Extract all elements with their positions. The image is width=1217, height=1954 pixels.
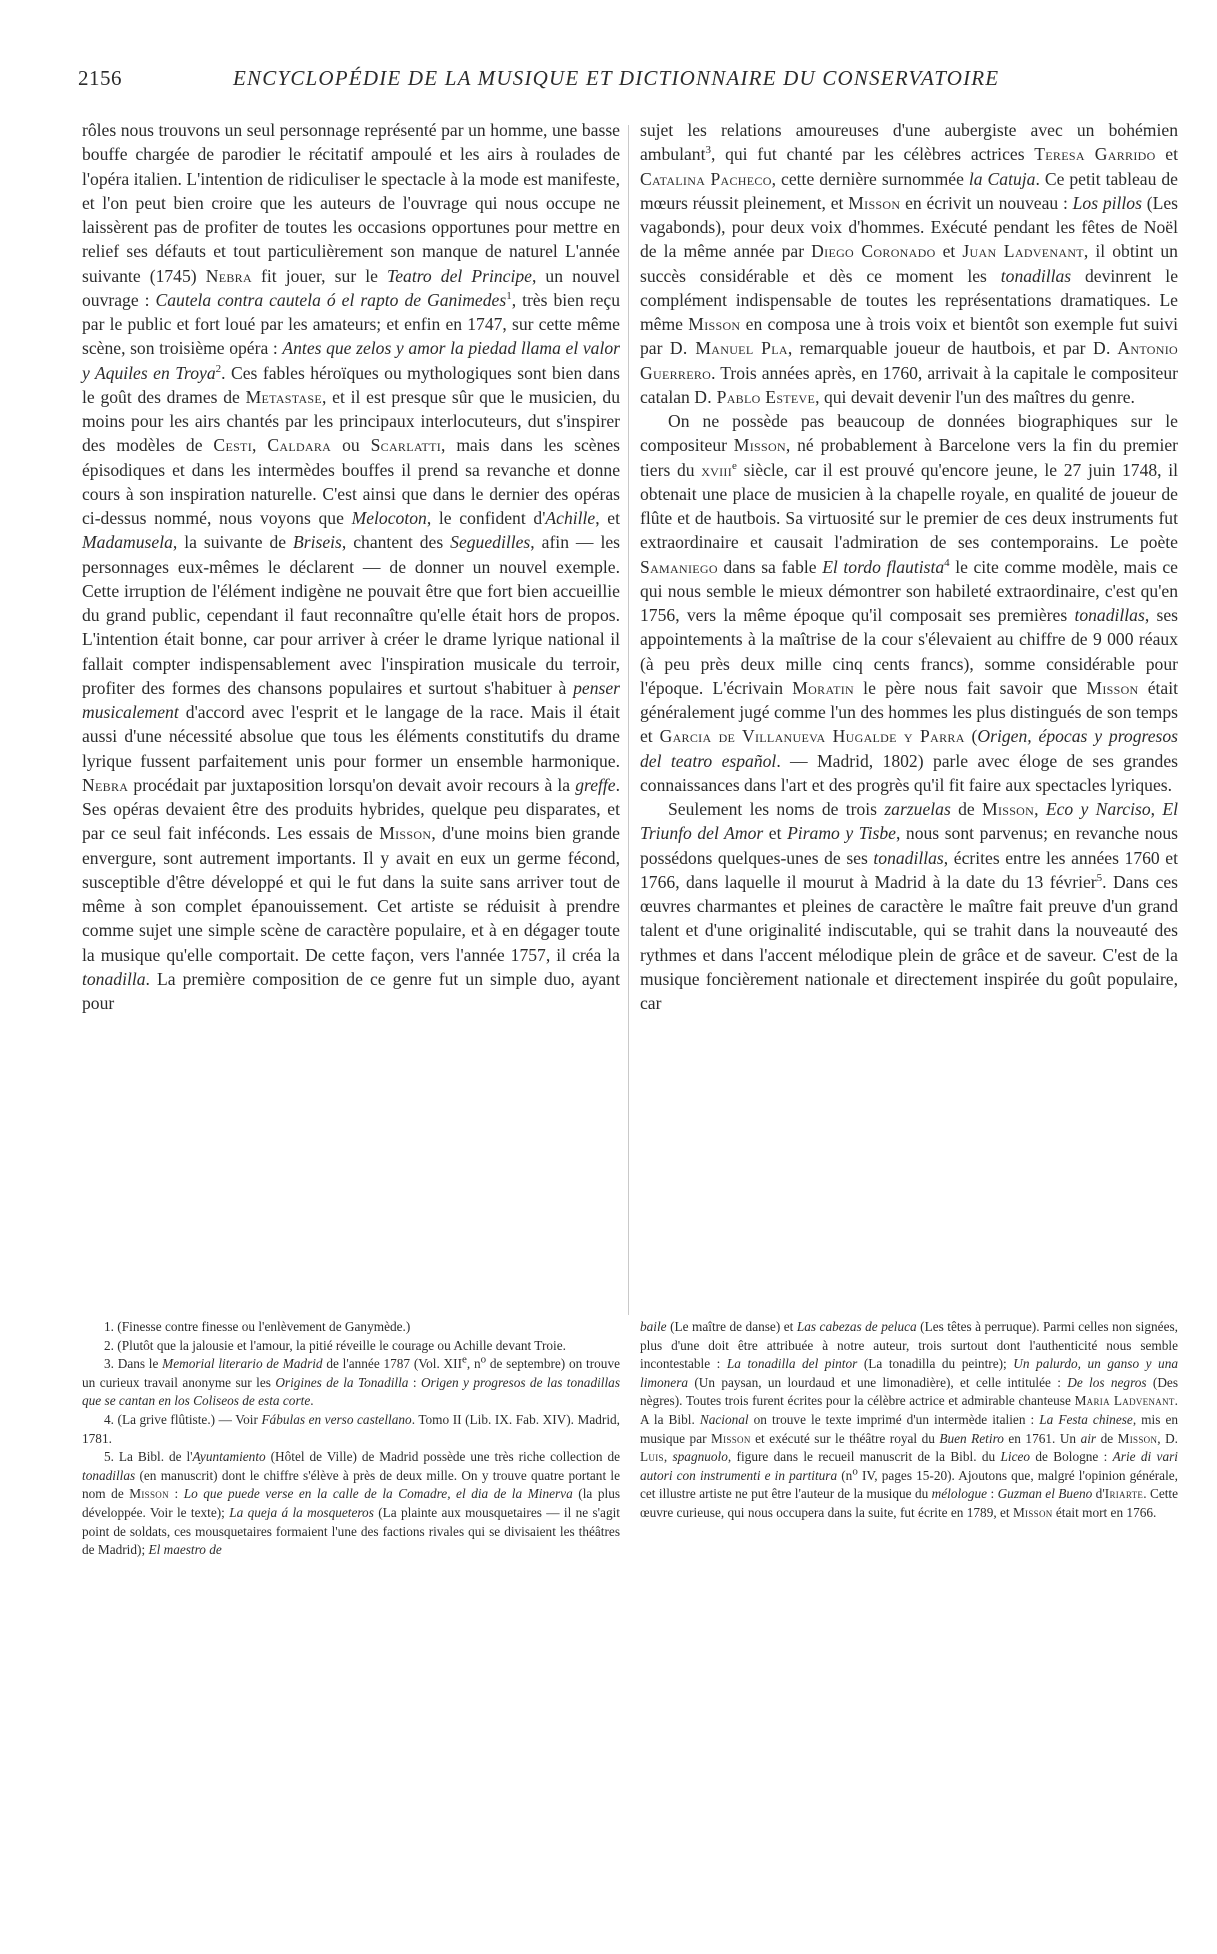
column-divider bbox=[628, 125, 629, 1315]
left-paragraph: rôles nous trouvons un seul personnage représenté par un homme, une basse bouffe chargée de parodier le récitatif ampoulé et les airs à roulades de l'opéra italien. L'intention de ridiculiser le spectacle à la mode est manifeste, et l'on peut bien croire que les auteurs de l'ouvrage qui nous occupe ne laissèrent pas de profiter de toutes les occasions opportunes pour mettre en relief ses défauts et tout particulièrement son manque de naturel L'année suivante (1745) Nebra fit jouer, sur le Teatro del Principe, un nouvel ouvrage : Cautela contra cautela ó el rapto de Ganimedes$^1$, très bien reçu par le public et fort loué par les amateurs; et enfin en 1747, sur cette même scène, son troisième opéra : Antes que zelos y amor la piedad llama el valor y Aquiles en Troya$^2$. Ces fables héroïques ou mythologiques sont bien dans le goût des drames de Metastase, et il est presque sûr que le musicien, du moins pour les airs chantés par les principaux interlocuteurs, dut s'inspirer des modèles de Cesti, Caldara ou Scarlatti, mais dans les scènes épisodiques et dans les intermèdes bouffes il prend sa revanche et donne cours à son inspiration naturelle. C'est ainsi que dans le dernier des opéras ci-dessus nommé, nous voyons que Melocoton, le confident d'Achille, et Madamusela, la suivante de Briseis, chantent des Seguedilles, afin — les personnages eux-mêmes le déclarent — de donner un nouvel exemple. Cette irruption de l'élément indigène ne pouvait être que fort bien accueillie du grand public, cependant il faut reconnaître qu'elle était hors de propos. L'intention était bonne, car pour arriver à créer le drame lyrique national il fallait compter indispensablement avec l'inspiration musicale du terroir, profiter des formes des chansons populaires et surtout s'habituer à penser musicalement d'accord avec l'esprit et le langage de la race. Mais il était aussi d'une nécessité absolue que tous les éléments constitutifs du drame lyrique fussent parfaitement unis pour former un ensemble harmonique. Nebra procédait par juxtaposition lorsqu'on devait avoir recours à la greffe. Ses opéras devaient être des produits hybrides, quelque peu disparates, et par ce seul fait inféconds. Les essais de Misson, d'une moins bien grande envergure, sont autrement importants. Il y avait en eux un germe fécond, susceptible d'être développé et qui le fut dans la suite sans arriver tout de même à son complet épanouissement. Cet artiste se réduisit à prendre comme sujet une simple scène de caractère populaire, et à en dégager toute la musique qu'elle comportait. De cette façon, vers l'année 1757, il créa la tonadilla. La première composition de ce genre fut un simple duo, ayant pour bbox=[82, 120, 621, 1013]
footnote-3: 3. Dans le Memorial literario de Madrid de l'année 1787 (Vol. XIIe, $n^o$ de septembre) on trouve un curieux travail anonyme sur les Origines de la Tonadilla : Origen y progresos de las tonadillas que se cantan en los Coliseos de esta corte. bbox=[82, 1353, 621, 1409]
right-paragraph-3: Seulement les noms de trois zarzuelas de Misson, Eco y Narciso, El Triunfo del Amor et Piramo y Tisbe, nous sont parvenus; en revanche nous possédons quelques-unes de ses tonadillas, écrites entre les années 1760 et 1766, dans laquelle il mourut à Madrid à la date du 13 février$^5$. Dans ces œuvres charmantes et pleines de caractère le maître fait preuve d'un grand talent et d'une originalité indiscutable, qui se trahit dans la nouveauté des rythmes et dans l'accent mélodique plein de grâce et de saveur. C'est de la musique foncièrement nationale et directement inspirée du goût populaire, car bbox=[640, 799, 1178, 1013]
footnote-5-continued: baile (Le maître de danse) et Las cabezas de peluca (Les têtes à perruque). Parmi celles non signées, plus d'une doit être attribuée à notre auteur, trois surtout dont l'authenticité nous semble incontestable : La tonadilla del pintor (La tonadilla du peintre); Un palurdo, un ganso y una limonera (Un paysan, un lourdaud et une limonadière), et celle intitulée : De los negros (Des nègres). Toutes trois furent écrites pour la célèbre actrice et admirable chanteuse Maria Ladvenant. A la Bibl. Nacional on trouve le texte imprimé d'un intermède italien : La Festa chinese, mis en musique par Misson et exécuté sur le théâtre royal du Buen Retiro en 1761. Un air de Misson, D. Luis, spagnuolo, figure dans le recueil manuscrit de la Bibl. du Liceo de Bologne : Arie di vari autori con instrumenti e in partitura ($n^o$ IV, pages 15-20). Ajoutons que, malgré l'opinion générale, cet illustre artiste ne put être l'auteur de la musique du mélologue : Guzman el Bueno d'Iriarte. Cette œuvre curieuse, qui nous occupera dans la suite, fut écrite en 1789, et Misson était mort en 1766. bbox=[640, 1319, 1179, 1520]
running-title: ENCYCLOPÉDIE DE LA MUSIQUE ET DICTIONNAIRE DU CONSERVATOIRE bbox=[233, 66, 1000, 90]
right-column bbox=[640, 118, 1178, 1015]
footnote-2: 2. (Plutôt que la jalousie et l'amour, la pitié réveille le courage ou Achille devant Troie. bbox=[104, 1337, 566, 1353]
right-paragraph-2: On ne possède pas beaucoup de données biographiques sur le compositeur Misson, né probablement à Barcelone vers la fin du premier tiers du xviii$^e$ siècle, car il est prouvé qu'encore jeune, le 27 juin 1748, il obtenait une place de musicien à la chapelle royale, en qualité de joueur de flûte et de hautbois. Sa virtuosité sur le premier de ces deux instruments fut extraordinaire et causait l'admiration de ses contemporains. Le poète Samaniego dans sa fable El tordo flautista$^4$ le cite comme modèle, mais ce qui nous semble le mieux démontrer son habileté extraordinaire, c'est qu'en 1756, vers la même époque qu'il composait ses premières tonadillas, ses appointements à la maîtrise de la cour s'élevaient au chiffre de 9 000 réaux (à peu près deux mille cinq cents francs), somme considérable pour l'époque. L'écrivain Moratin le père nous fait savoir que Misson était généralement jugé comme l'un des hommes les plus distingués de son temps et Garcia de Villanueva Hugalde y Parra (Origen, épocas y progresos del teatro español. — Madrid, 1802) parle avec éloge de ses grandes connaissances dans l'art et des progrès qu'il fit faire aux spectacles lyriques. bbox=[640, 411, 1179, 795]
footnotes-left bbox=[82, 1318, 620, 1560]
right-paragraph-1: sujet les relations amoureuses d'une aubergiste avec un bohémien ambulant$^3$, qui fut chanté par les célèbres actrices Teresa Garrido et Catalina Pacheco, cette dernière surnommée la Catuja. Ce petit tableau de mœurs réussit pleinement, et Misson en écrivit un nouveau : Los pillos (Les vagabonds), pour deux voix d'hommes. Exécuté pendant les fêtes de Noël de la même année par Diego Coronado et Juan Ladvenant, il obtint un succès considérable et dès ce moment les tonadillas devinrent le complément indispensable de toutes les représentations dramatiques. Le même Misson en composa une à trois voix et bientôt son exemple fut suivi par D. Manuel Pla, remarquable joueur de hautbois, et par D. Antonio Guerrero. Trois années après, en 1760, arrivait à la capitale le compositeur catalan D. Pablo Esteve, qui devait devenir l'un des maîtres du genre. bbox=[640, 120, 1178, 407]
footnote-4: 4. (La grive flûtiste.) — Voir Fábulas en verso castellano. Tomo II (Lib. IX. Fab. XIV). Madrid, 1781. bbox=[82, 1411, 620, 1446]
footnotes-right bbox=[640, 1318, 1178, 1523]
left-column bbox=[82, 118, 620, 1015]
footnote-1: 1. (Finesse contre finesse ou l'enlèvement de Ganymède.) bbox=[104, 1319, 411, 1334]
footnote-5: 5. La Bibl. de l'Ayuntamiento (Hôtel de Ville) de Madrid possède une très riche collection de tonadillas (en manuscrit) dont le chiffre s'élève à près de deux mille. On y trouve quatre portant le nom de Misson : Lo que puede verse en la calle de la Comadre, el dia de la Minerva (la plus développée. Voir le texte); La queja á la mosqueteros (La plainte aux mousquetaires — il ne s'agit point de soldats, ces mousquetaires formaient l'une des factions rivales qui se divisaient les théâtres de Madrid); El maestro de bbox=[82, 1449, 621, 1558]
page-number: 2156 bbox=[78, 66, 122, 90]
